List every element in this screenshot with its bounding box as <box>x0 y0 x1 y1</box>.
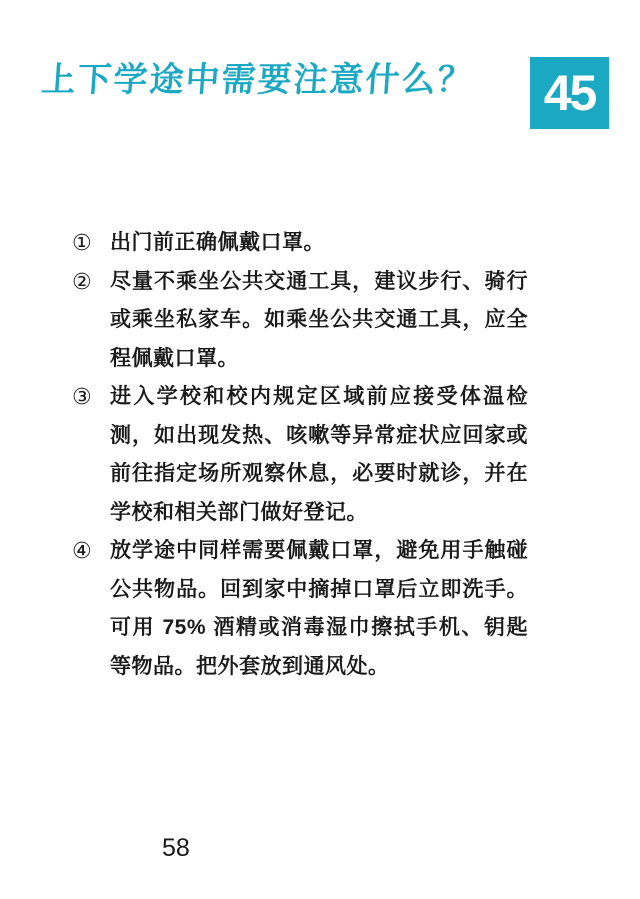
list-item-marker: ① <box>72 230 92 255</box>
list-item-marker: ④ <box>72 538 92 563</box>
section-number: 45 <box>543 65 596 121</box>
page-title: 上下学途中需要注意什么？ <box>40 61 475 99</box>
list-item-marker: ③ <box>72 384 92 409</box>
list-item <box>72 532 528 686</box>
list-item-marker: ② <box>72 268 92 294</box>
list-item <box>72 263 528 379</box>
list-item-text: 尽量不乘坐公共交通工具，建议步行、骑行或乘坐私家车。如乘坐公共交通工具，应全程佩戴口罩。 <box>110 269 528 370</box>
list-item-text: 放学途中同样需要佩戴口罩，避免用手触碰公共物品。回到家中摘掉口罩后立即洗手。可用 75% 酒精或消毒湿巾擦拭手机、钥匙等物品。把外套放到通风处。 <box>110 539 528 678</box>
checklist <box>72 224 528 686</box>
list-item-text: 出门前正确佩戴口罩。 <box>110 231 325 254</box>
list-item <box>72 378 528 532</box>
list-item-text: 进入学校和校内规定区域前应接受体温检测，如出现发热、咳嗽等异常症状应回家或前往指定场所观察休息，必要时就诊，并在学校和相关部门做好登记。 <box>110 385 528 524</box>
page-number: 58 <box>162 834 190 862</box>
section-number-badge <box>530 57 609 129</box>
list-item <box>72 224 528 263</box>
